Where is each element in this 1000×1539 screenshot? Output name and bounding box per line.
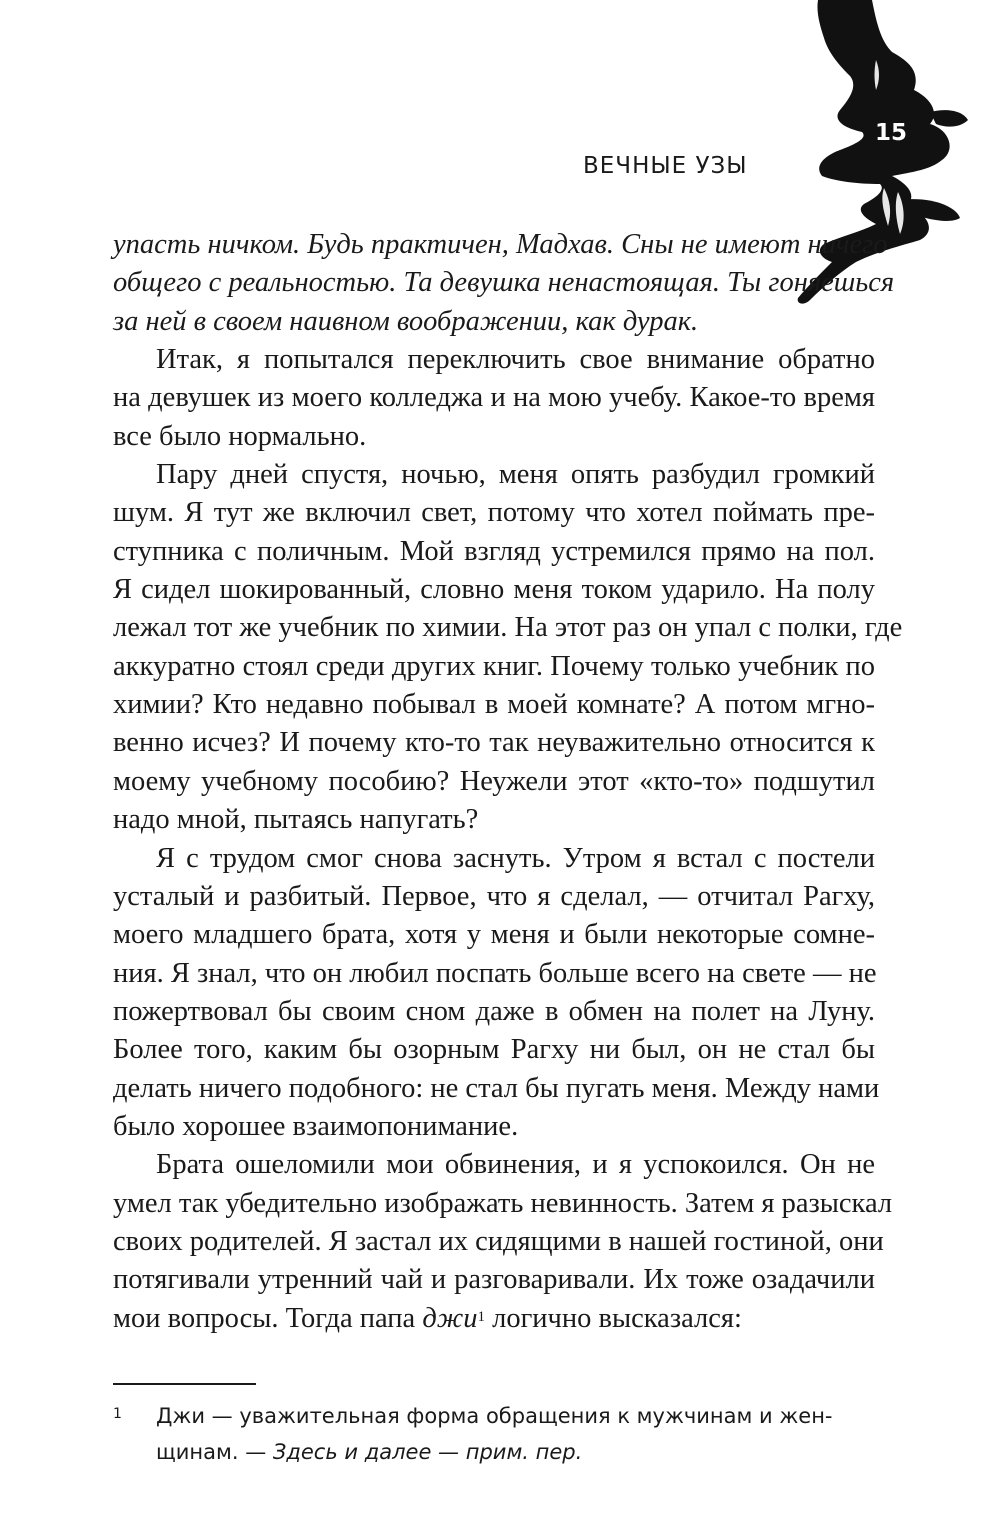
text-line: моего младшего брата, хотя у меня и были некоторые сомне-	[113, 919, 875, 951]
text-line: на девушек из моего колледжа и на мою учебу. Какое-то время	[113, 382, 875, 414]
text-line: умел так убедительно изображать невинность. Затем я разыскал	[113, 1187, 893, 1219]
running-header: ВЕЧНЫЕ УЗЫ	[583, 153, 748, 179]
text-line: усталый и разбитый. Первое, что я сделал, — отчитал Рагху,	[113, 880, 875, 912]
text-line: лежал тот же учебник по химии. На этот раз он упал с полки, где	[113, 612, 903, 644]
footnote-reference: 1	[477, 1308, 485, 1325]
text-line-last	[113, 1300, 875, 1338]
footnote	[113, 1398, 863, 1470]
footnote-text: Джи — уважительная форма обращения к мужчинам и жен-	[156, 1404, 833, 1428]
text-line: потягивали утренний чай и разговаривали. Их тоже озадачили	[113, 1264, 875, 1296]
text-line: Брата ошеломили мои обвинения, и я успокоился. Он не	[156, 1149, 875, 1181]
text-line: за ней в своем наивном воображении, как дурак.	[113, 305, 699, 337]
text-line: моему учебному пособию? Неужели этот «кто-то» подшутил	[113, 765, 875, 797]
footnote-line	[113, 1398, 863, 1434]
text-line: ния. Я знал, что он любил поспать больше всего на свете — не	[113, 957, 877, 989]
footnote-mark: 1	[113, 1406, 122, 1422]
text-line: упасть ничком. Будь практичен, Мадхав. Сны не имеют ничего	[113, 229, 888, 260]
body-text	[113, 226, 903, 1338]
text-line: ступника с поличным. Мой взгляд устремился прямо на пол.	[113, 535, 875, 567]
text-fragment: логично высказался:	[485, 1302, 742, 1334]
text-fragment: мои вопросы. Тогда папа	[113, 1302, 423, 1334]
text-line: Я с трудом смог снова заснуть. Утром я встал с постели	[156, 842, 875, 874]
footnote-line	[113, 1434, 863, 1470]
text-line: Пару дней спустя, ночью, меня опять разбудил громкий	[156, 459, 875, 491]
text-line: Итак, я попытался переключить свое внимание обратно	[156, 344, 875, 376]
text-line: химии? Кто недавно побывал в моей комнате? А потом мгно-	[113, 689, 875, 721]
text-line: Более того, каким бы озорным Рагху ни был, он не стал бы	[113, 1034, 875, 1066]
text-line: венно исчез? И почему кто-то так неуважительно относится к	[113, 727, 875, 759]
footnote-text: щинам. —	[156, 1440, 273, 1464]
text-line: шум. Я тут же включил свет, потому что хотел поймать пре-	[113, 497, 875, 529]
footnote-italic-text: Здесь и далее — прим. пер.	[272, 1440, 583, 1464]
text-line: надо мной, пытаясь напугать?	[113, 804, 479, 836]
text-line: все было нормально.	[113, 420, 367, 452]
italic-word: джи	[422, 1302, 478, 1334]
page-number: 15	[874, 120, 907, 146]
text-line: Я сидел шокированный, словно меня током ударило. На полу	[113, 574, 875, 606]
text-line: пожертвовал бы своим сном даже в обмен на полет на Луну.	[113, 995, 875, 1027]
text-line: аккуратно стоял среди других книг. Почему только учебник по	[113, 650, 875, 682]
text-line: было хорошее взаимопонимание.	[113, 1110, 519, 1142]
text-line: делать ничего подобного: не стал бы пугать меня. Между нами	[113, 1072, 880, 1104]
text-line: общего с реальностью. Та девушка ненастоящая. Ты гоняешься	[113, 267, 895, 299]
text-line: своих родителей. Я застал их сидящими в нашей гостиной, они	[113, 1225, 884, 1257]
footnote-separator	[113, 1383, 256, 1385]
